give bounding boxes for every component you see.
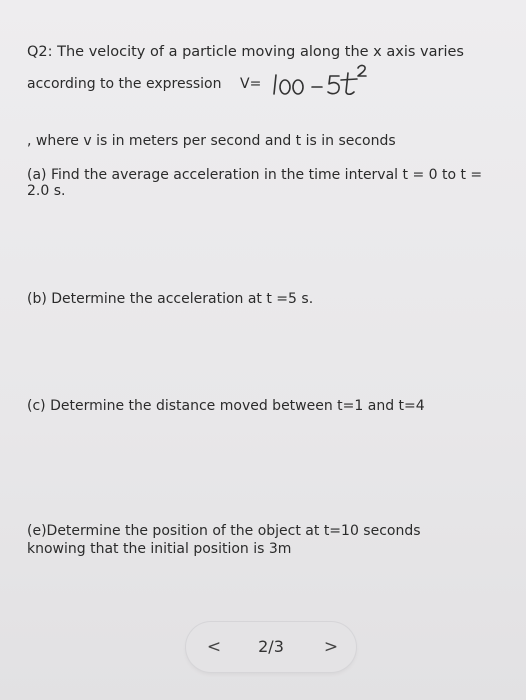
page-navigator xyxy=(186,622,356,672)
page-count: 2/3 xyxy=(258,637,284,656)
units-description: , where v is in meters per second and t is in seconds xyxy=(27,133,396,149)
handwritten-v-label: V= xyxy=(240,76,262,92)
part-b: (b) Determine the acceleration at t =5 s. xyxy=(27,291,314,307)
part-e-line-1: (e)Determine the position of the object at t=10 seconds xyxy=(27,523,421,539)
part-e-line-2: knowing that the initial position is 3m xyxy=(27,541,292,557)
handwritten-expression xyxy=(240,62,380,102)
question-title: Q2: The velocity of a particle moving along the x axis varies xyxy=(27,44,464,60)
expression-label: according to the expression xyxy=(27,76,222,92)
part-c: (c) Determine the distance moved between t=1 and t=4 xyxy=(27,398,425,414)
handwritten-expression-glyphs xyxy=(262,62,380,102)
part-a-line-1: (a) Find the average acceleration in the time interval t = 0 to t = xyxy=(27,167,483,183)
next-page-button[interactable]: > xyxy=(323,637,339,657)
part-a-line-2: 2.0 s. xyxy=(27,183,66,199)
previous-page-button[interactable]: < xyxy=(206,637,222,657)
